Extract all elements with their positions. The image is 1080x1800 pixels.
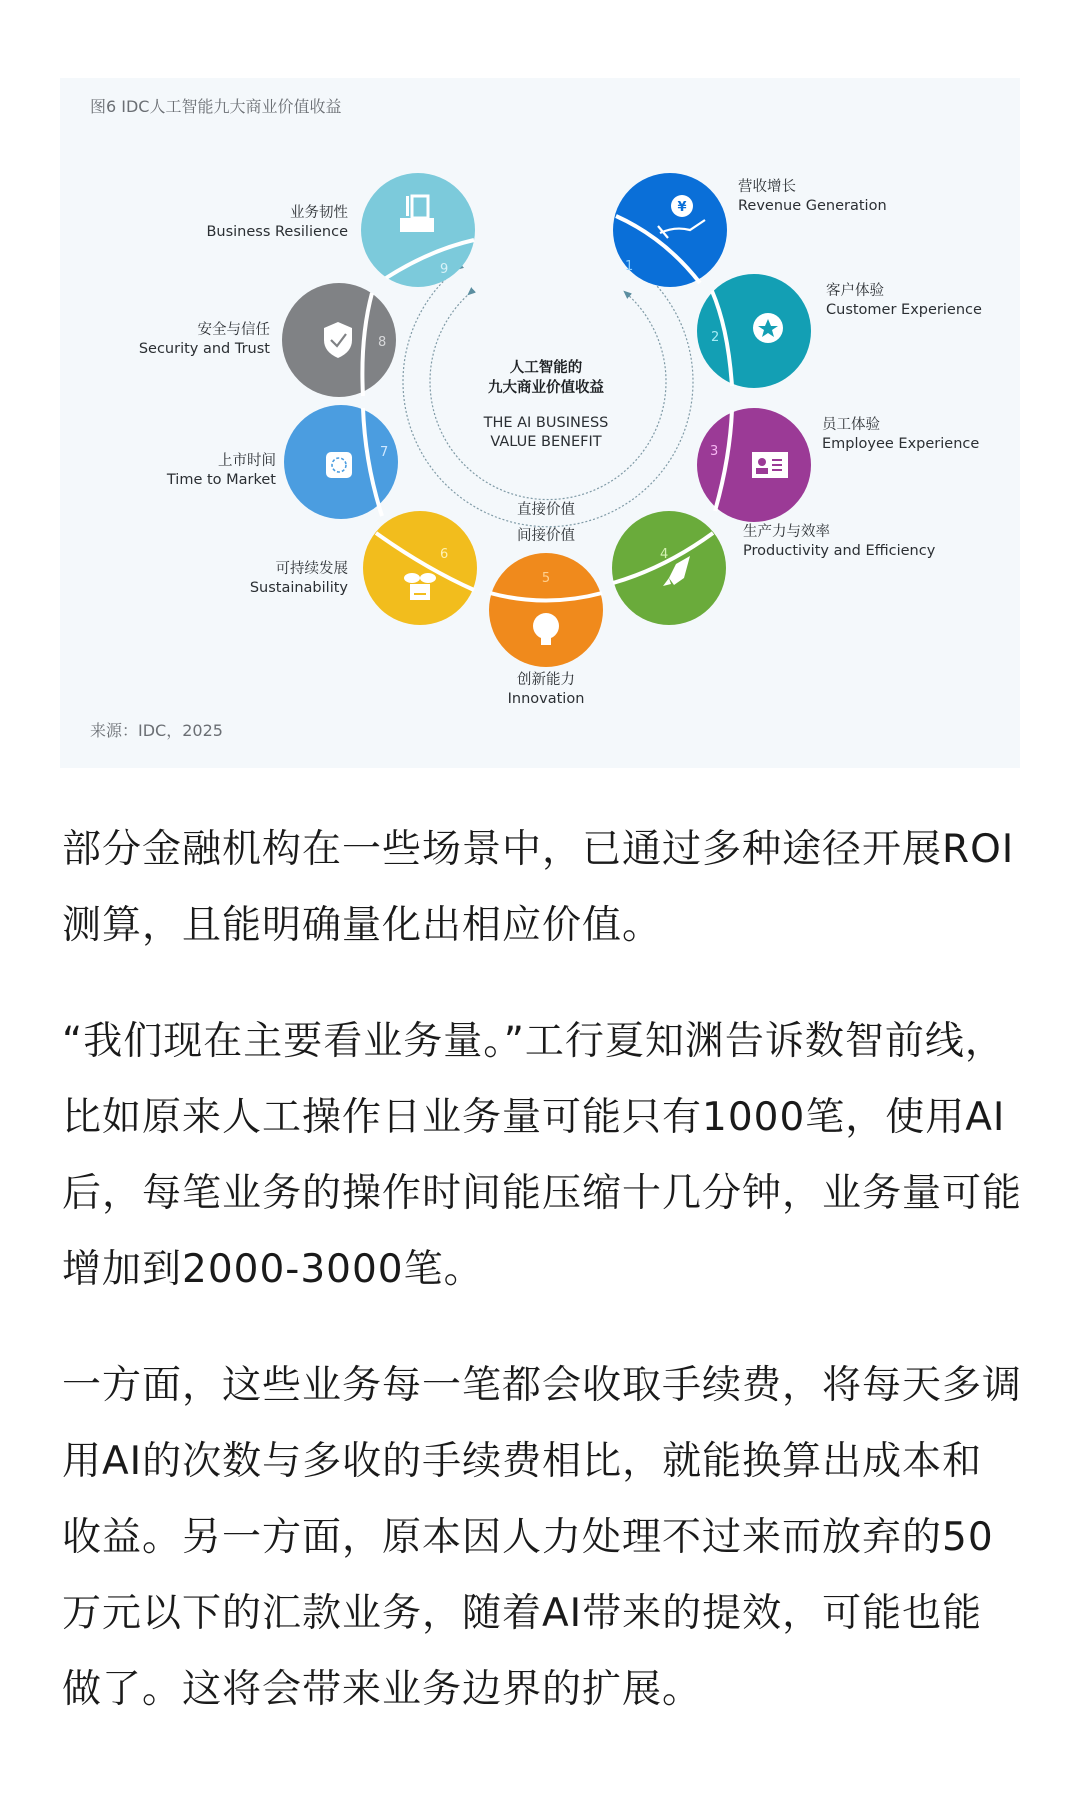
benefit-circle-8 [282, 283, 396, 397]
benefit-circle-5 [489, 553, 603, 667]
indirect-value-label: 间接价值 [517, 528, 575, 544]
article-paragraph: 一方面，这些业务每一笔都会收取手续费，将每天多调用AI的次数与多收的手续费相比，就能换算出成本和收益。另一方面，原本因人力处理不过来而放弃的50万元以下的汇款业务，随着AI带来的提效，可能也能做了。这将会带来业务边界的扩展。 [62, 1363, 1023, 1712]
benefit-label-6: 可持续发展 Sustainability [249, 561, 348, 596]
figure-source: 来源：IDC，2025 [90, 721, 223, 740]
svg-text:7: 7 [380, 445, 389, 460]
article-paragraph: “我们现在主要看业务量。”工行夏知渊告诉数智前线，比如原来人工操作日业务量可能只有1000笔，使用AI后，每笔业务的操作时间能压缩十几分钟，业务量可能增加到2000-3000笔。 [62, 1019, 1023, 1292]
figure-card [60, 78, 1020, 768]
figure-title: 图6 IDC人工智能九大商业价值收益 [90, 97, 342, 116]
svg-text:5: 5 [541, 571, 551, 586]
benefit-circle-9 [361, 173, 475, 287]
svg-text:1: 1 [625, 259, 634, 274]
benefit-label-8: 安全与信任 Security and Trust [138, 322, 270, 357]
svg-text:4: 4 [660, 547, 669, 562]
benefit-circle-1 [613, 173, 727, 287]
direct-value-label: 直接价值 [517, 502, 575, 518]
benefit-label-4: 生产力与效率 Productivity and Efficiency [743, 524, 936, 559]
article-paragraph: 部分金融机构在一些场景中，已通过多种途径开展ROI测算，且能明确量化出相应价值。 [62, 827, 1015, 948]
svg-text:8: 8 [378, 335, 387, 350]
benefit-label-1: 营收增长 Revenue Generation [738, 179, 887, 214]
benefit-label-2: 客户体验 Customer Experience [826, 283, 982, 318]
center-subtitle-en: THE AI BUSINESS VALUE BENEFIT [483, 415, 609, 450]
svg-text:2: 2 [711, 330, 720, 345]
benefit-label-7: 上市时间 Time to Market [166, 453, 276, 488]
benefit-label-5: 创新能力 Innovation [507, 672, 585, 707]
benefit-circle-6 [363, 511, 477, 625]
svg-text:9: 9 [440, 262, 449, 277]
benefit-circle-3 [697, 408, 811, 522]
benefit-label-3: 员工体验 Employee Experience [822, 417, 980, 452]
benefit-circle-4 [612, 511, 726, 625]
benefit-circle-2 [697, 274, 811, 388]
svg-text:¥: ¥ [677, 200, 687, 215]
svg-text:3: 3 [710, 444, 719, 459]
article-body [62, 812, 1022, 1768]
svg-text:6: 6 [440, 547, 449, 562]
benefit-circle-7 [284, 405, 398, 519]
benefit-label-9: 业务韧性 Business Resilience [206, 205, 348, 240]
center-title: 人工智能的 九大商业价值收益 [488, 360, 604, 396]
